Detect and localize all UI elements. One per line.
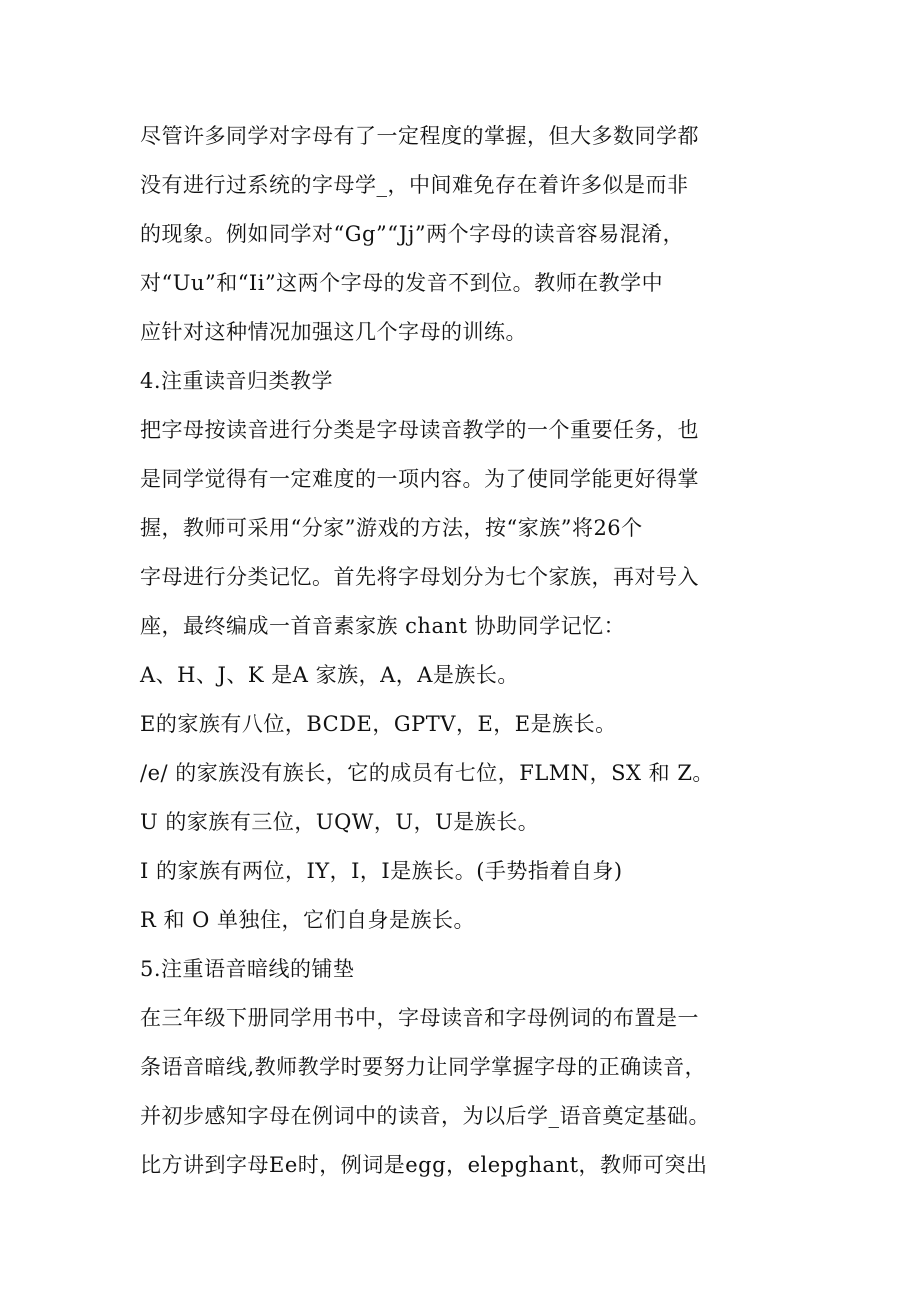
chant-line: E的家族有八位，BCDE，GPTV，E，E是族长。 bbox=[140, 712, 617, 736]
paragraph-line: 握，教师可采用“分家”游戏的方法，按“家族”将26个 bbox=[140, 516, 643, 540]
paragraph-line: 在三年级下册同学用书中，字母读音和字母例词的布置是一 bbox=[140, 1006, 699, 1030]
paragraph-line: 对“Uu”和“Ii”这两个字母的发音不到位。教师在教学中 bbox=[140, 271, 664, 295]
paragraph-line: 字母进行分类记忆。首先将字母划分为七个家族，再对号入 bbox=[140, 565, 699, 589]
paragraph-line: 座，最终编成一首音素家族 chant 协助同学记忆： bbox=[140, 614, 626, 638]
paragraph-line: 把字母按读音进行分类是字母读音教学的一个重要任务，也 bbox=[140, 418, 699, 442]
paragraph-line: 尽管许多同学对字母有了一定程度的掌握，但大多数同学都 bbox=[140, 124, 699, 148]
paragraph-line: 应针对这种情况加强这几个字母的训练。 bbox=[140, 320, 527, 344]
chant-line: R 和 O 单独住，它们自身是族长。 bbox=[140, 908, 476, 932]
paragraph-line: 比方讲到字母Ee时，例词是egg，elepghant，教师可突出 bbox=[140, 1153, 708, 1177]
document-body bbox=[140, 112, 790, 1190]
section-heading: 4.注重读音归类教学 bbox=[140, 369, 334, 393]
section-heading: 5.注重语音暗线的铺垫 bbox=[140, 957, 355, 981]
paragraph-line: 的现象。例如同学对“Gg”“Jj”两个字母的读音容易混淆， bbox=[140, 222, 685, 246]
chant-line: I 的家族有两位，IY，I，I是族长。(手势指着自身) bbox=[140, 859, 623, 883]
paragraph-line: 没有进行过系统的字母学_，中间难免存在着许多似是而非 bbox=[140, 173, 689, 197]
paragraph-line: 是同学觉得有一定难度的一项内容。为了使同学能更好得掌 bbox=[140, 467, 699, 491]
chant-line: A、H、J、K 是A 家族，A，A是族长。 bbox=[140, 663, 519, 687]
chant-line: /e/ 的家族没有族长，它的成员有七位，FLMN，SX 和 Z。 bbox=[140, 761, 714, 785]
paragraph-line: 并初步感知字母在例词中的读音，为以后学_语音奠定基础。 bbox=[140, 1104, 710, 1128]
paragraph-line: 条语音暗线,教师教学时要努力让同学掌握字母的正确读音， bbox=[140, 1055, 707, 1079]
chant-line: U 的家族有三位，UQW，U，U是族长。 bbox=[140, 810, 540, 834]
